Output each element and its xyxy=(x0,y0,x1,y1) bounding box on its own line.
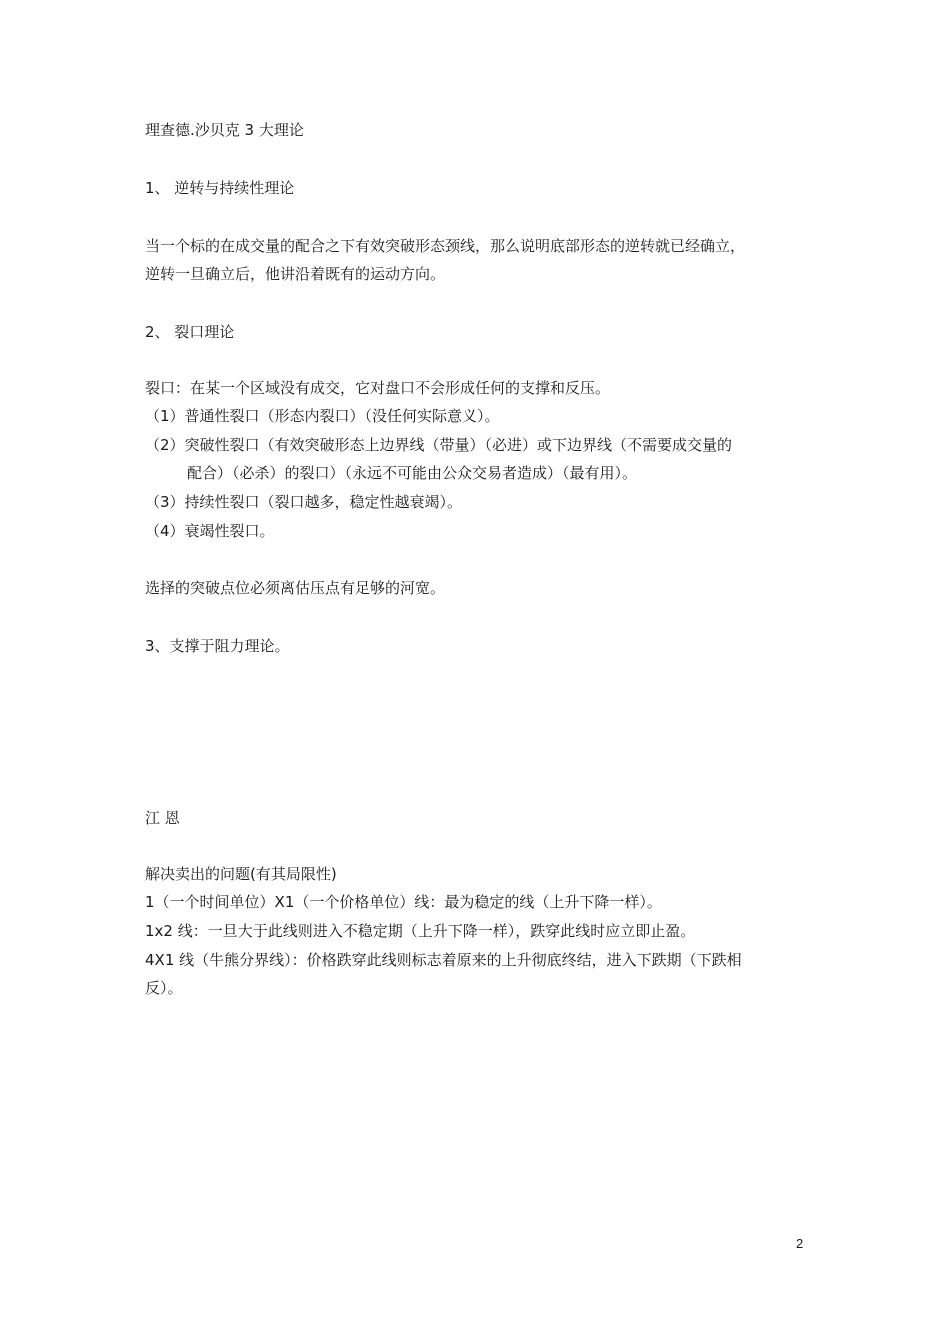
heading-support-resistance: 3、支撑于阻力理论。 xyxy=(145,637,290,655)
paragraph-line: 当一个标的在成交量的配合之下有效突破形态颈线，那么说明底部形态的逆转就已经确立， xyxy=(145,237,746,255)
section-title: 理查德.沙贝克 3 大理论 xyxy=(145,121,304,139)
gap-list-item: （3）持续性裂口（裂口越多，稳定性越衰竭）。 xyxy=(145,493,463,511)
gann-line: 1（一个时间单位）X1（一个价格单位）线：最为稳定的线（上升下降一样）。 xyxy=(145,893,662,911)
gap-list-item: （4）衰竭性裂口。 xyxy=(145,522,275,540)
gap-note: 选择的突破点位必须离估压点有足够的河宽。 xyxy=(145,579,446,597)
gann-line-continued: 反）。 xyxy=(145,979,183,997)
gap-intro: 裂口：在某一个区域没有成交，它对盘口不会形成任何的支撑和反压。 xyxy=(145,379,611,397)
paragraph-line: 逆转一旦确立后，他讲沿着既有的运动方向。 xyxy=(145,265,446,283)
gap-list-item: （1）普通性裂口（形态内裂口）（没任何实际意义）。 xyxy=(145,407,500,425)
gap-list-item-continued: 配合）（必杀）的裂口）（永远不可能由公众交易者造成）（最有用）。 xyxy=(187,464,638,482)
heading-gap-theory: 2、 裂口理论 xyxy=(145,323,235,341)
page-number: 2 xyxy=(796,1236,804,1251)
gap-list-item: （2）突破性裂口（有效突破形态上边界线（带量）（必进）或下边界线（不需要成交量的 xyxy=(145,436,733,454)
gann-line: 4X1 线（牛熊分界线）：价格跌穿此线则标志着原来的上升彻底终结，进入下跌期（下跌相 xyxy=(145,951,742,969)
gann-subtitle: 解决卖出的问题(有其局限性) xyxy=(145,865,337,883)
heading-reversal-theory: 1、 逆转与持续性理论 xyxy=(145,179,295,197)
section-title-gann: 江 恩 xyxy=(145,809,180,827)
gann-line: 1x2 线：一旦大于此线则进入不稳定期（上升下降一样），跌穿此线时应立即止盈。 xyxy=(145,922,696,940)
